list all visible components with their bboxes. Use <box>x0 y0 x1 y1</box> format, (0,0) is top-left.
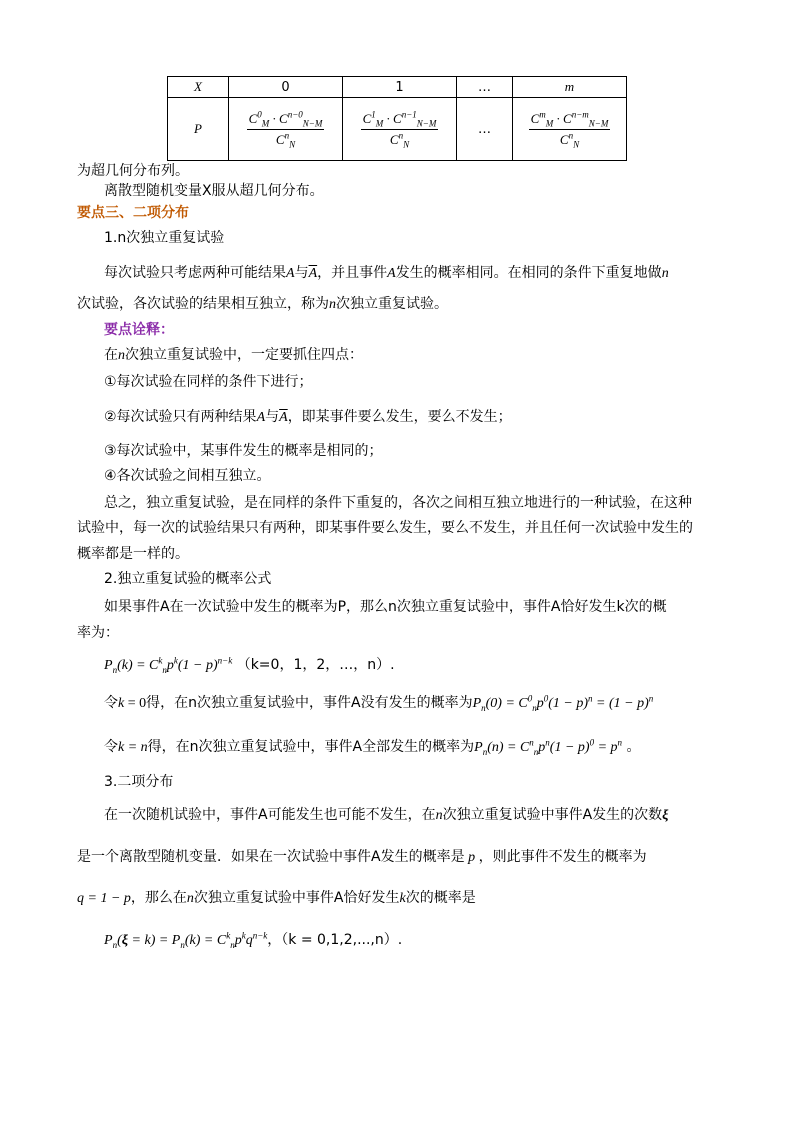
paragraph: 概率都是一样的。 <box>77 546 189 562</box>
subsection-heading: 1.n次独立重复试验 <box>104 230 225 246</box>
table-row <box>168 77 627 98</box>
section-heading: 要点三、二项分布 <box>77 205 189 221</box>
table-header-cell: m <box>513 77 627 98</box>
formula-cell: $\frac{C^m_M \cdot C^{n-m}_{N-M}}{C^n_N}$ <box>513 98 627 161</box>
paragraph: 如果事件A在一次试验中发生的概率为P，那么n次独立重复试验中，事件A恰好发生k次的概 <box>104 599 667 615</box>
formula-line: $P_n(k) = C^k_np^k(1 - p)^{n-k}$ （k=0，1，2，…，n）. <box>104 655 395 675</box>
table-header-cell: 0 <box>229 77 343 98</box>
paragraph: q = 1 − p，那么在n次独立重复试验中事件A恰好发生k次的概率是 <box>77 890 476 906</box>
table-row-label: P <box>168 98 229 161</box>
note-heading: 要点诠释： <box>104 322 174 338</box>
formula-line: $P_n(\xi = k) = P_n(k) = C^k_np^kq^{n-k}$，（k = 0,1,2,...,n）. <box>104 930 403 950</box>
list-item: ③每次试验中，某事件发生的概率是相同的； <box>104 443 383 459</box>
paragraph: 是一个离散型随机变量．如果在一次试验中事件A发生的概率是 p ，则此事件不发生的概率为 <box>77 849 647 865</box>
subsection-heading: 3.二项分布 <box>104 774 174 790</box>
formula-cell: $\frac{C^1_M \cdot C^{n-1}_{N-M}}{C^n_N}$ <box>343 98 457 161</box>
formula-cell: $\frac{C^0_M \cdot C^{n-0}_{N-M}}{C^n_N}$ <box>229 98 343 161</box>
hypergeometric-table <box>167 76 627 161</box>
paragraph: 为超几何分布列。 <box>77 163 189 179</box>
list-item: ①每次试验在同样的条件下进行； <box>104 374 313 390</box>
paragraph: 在n次独立重复试验中，一定要抓住四点： <box>104 347 363 363</box>
table-header-cell: … <box>457 77 513 98</box>
formula-line: 令k = n得，在n次独立重复试验中，事件A全部发生的概率为$P_n(n) = C^n_np^n(1 - p)^0 = p^n$ 。 <box>104 737 641 757</box>
subsection-heading: 2.独立重复试验的概率公式 <box>104 571 272 587</box>
paragraph: 总之，独立重复试验，是在同样的条件下重复的，各次之间相互独立地进行的一种试验，在这种 <box>104 495 692 511</box>
paragraph: 率为： <box>77 625 119 641</box>
table-header-cell: X <box>168 77 229 98</box>
paragraph: 离散型随机变量X服从超几何分布。 <box>104 183 324 199</box>
list-item: ④各次试验之间相互独立。 <box>104 468 271 484</box>
table-cell: … <box>457 98 513 161</box>
paragraph: 每次试验只考虑两种可能结果A与$\overline{A}$，并且事件A发生的概率相同。在相同的条件下重复地做n <box>104 265 669 281</box>
formula-line: 令k = 0得，在n次独立重复试验中，事件A没有发生的概率为$P_n(0) = C^0_np^0(1 - p)^n = (1 - p)^n$ <box>104 693 654 713</box>
paragraph: 试验中，每一次的试验结果只有两种，即某事件要么发生，要么不发生，并且任何一次试验中发生的 <box>77 520 693 536</box>
table-row <box>168 98 627 161</box>
list-item: ②每次试验只有两种结果A与$\overline{A}$，即某事件要么发生，要么不发生； <box>104 409 512 425</box>
table-header-cell: 1 <box>343 77 457 98</box>
paragraph: 在一次随机试验中，事件A可能发生也可能不发生，在n次独立重复试验中事件A发生的次数ξ <box>104 807 669 823</box>
paragraph: 次试验，各次试验的结果相互独立，称为n次独立重复试验。 <box>77 296 448 312</box>
